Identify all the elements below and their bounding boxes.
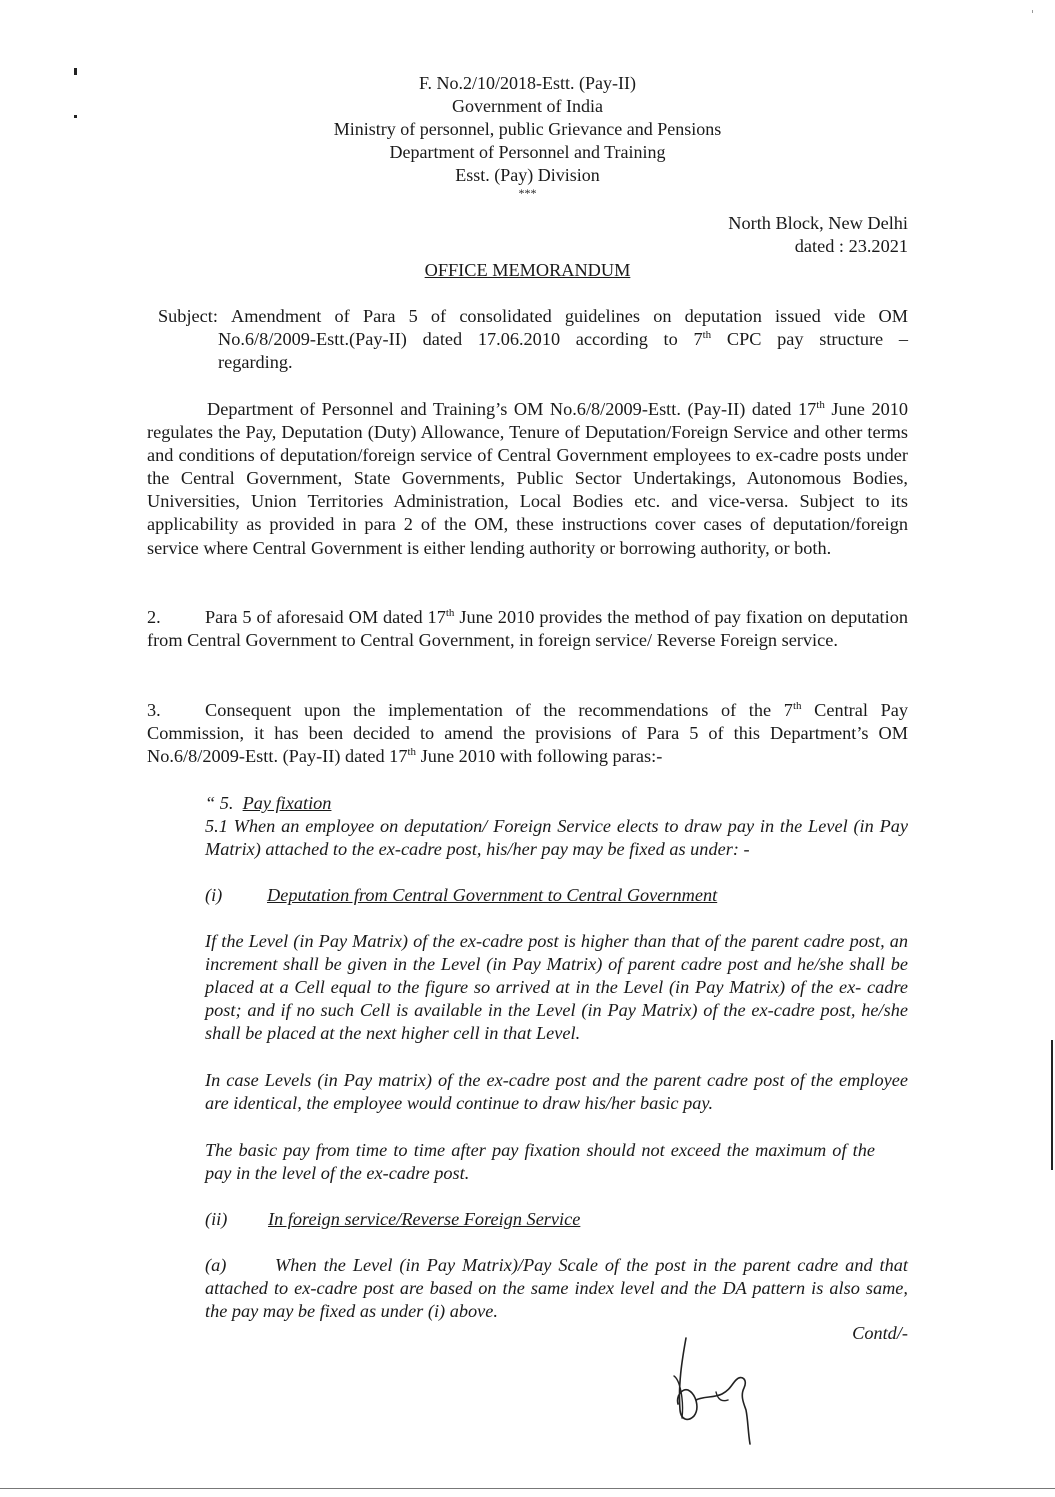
subject-line-2: No.6/8/2009-Estt.(Pay-II) dated 17.06.2010 according to 7th CPC pay structure –	[218, 328, 908, 349]
section-a-para: (a) When the Level (in Pay Matrix)/Pay Scale of the post in the parent cadre and that attached to ex-cadre post are based on the same index level and the DA pattern is also same, the pay may be fixed as under (i) above.	[205, 1255, 908, 1322]
division-name: Esst. (Pay) Division	[455, 165, 600, 185]
subject-label: Subject:	[158, 306, 218, 326]
section-ii-title: In foreign service/Reverse Foreign Service	[268, 1209, 581, 1229]
subject-line-1: Amendment of Para 5 of consolidated guidelines on deputation issued vide OM	[231, 306, 908, 326]
section-ii-number: (ii)	[205, 1209, 228, 1229]
scan-bottom-line	[0, 1488, 1055, 1489]
place: North Block, New Delhi	[728, 213, 908, 233]
continued-note: Contd/-	[852, 1323, 908, 1343]
file-number: F. No.2/10/2018-Estt. (Pay-II)	[418, 73, 637, 93]
header-stars: ***	[518, 186, 537, 200]
paragraph-3: 3. Consequent upon the implementation of the recommendations of the 7th Central Pay Commission, it has been decided to amend the provisions of Para 5 of this Department’s OM No.6/8/2009-Estt. (Pay-II) dated 17th June 2010 with following paras:-	[147, 699, 909, 767]
scan-edge-line	[1051, 1040, 1053, 1170]
section-i-para-3: The basic pay from time to time after pay fixation should not exceed the maximum of the pay in the level of the ex-cadre post.	[205, 1140, 875, 1184]
memo-title: OFFICE MEMORANDUM	[424, 260, 631, 280]
signature	[660, 1330, 770, 1450]
section-i-para-2: In case Levels (in Pay matrix) of the ex-cadre post and the parent cadre post of the employee are identical, the employee would continue to draw his/her basic pay.	[205, 1070, 908, 1114]
ministry-name: Ministry of personnel, public Grievance and Pensions	[333, 119, 722, 139]
govt-name: Government of India	[452, 96, 603, 116]
paragraph-1: Department of Personnel and Training’s OM No.6/8/2009-Estt. (Pay-II) dated 17th June 2010 regulates the Pay, Deputation (Duty) Allowance, Tenure of Deputation/Foreign Service and other terms and conditions of deputation/foreign service of Central Government employees to ex-cadre posts under the Central Government, State Governments, Public Sector Undertakings, Autonomous Bodies, Universities, Union Territories Administration, Local Bodies etc. and vice-versa. Subject to its applicability as provided in para 2 of the OM, these instructions cover cases of deputation/foreign service where Central Government is either lending authority or borrowing authority, or both.	[147, 398, 909, 558]
paragraph-2: 2. Para 5 of aforesaid OM dated 17th June 2010 provides the method of pay fixation on deputation from Central Government to Central Government, in foreign service/ Reverse Foreign service.	[147, 606, 908, 651]
department-name: Department of Personnel and Training	[389, 142, 666, 162]
section-i-number: (i)	[205, 885, 223, 905]
scan-dot-top-right	[1032, 10, 1033, 13]
section-i-para-1: If the Level (in Pay Matrix) of the ex-cadre post is higher than that of the parent cadre post, an increment shall be given in the Level (in Pay Matrix) of parent cadre post and he/she shall be placed at a Cell equal to the figure so arrived at in the Level (in Pay Matrix) of the ex- cadre post; and if no such Cell is available in the Level (in Pay Matrix) of the ex-cadre post, he/she shall be placed at the next higher cell in that Level.	[205, 931, 908, 1044]
section-i-title: Deputation from Central Government to Central Government	[267, 885, 718, 905]
para-5-1: 5.1 When an employee on deputation/ Foreign Service elects to draw pay in the Level (in Pay Matrix) attached to the ex-cadre post, his/her pay may be fixed as under: -	[205, 816, 908, 860]
pay-fixation-heading: “ 5. Pay fixation	[205, 793, 332, 813]
subject-line-3: regarding.	[218, 352, 293, 372]
memo-date: dated : 23.2021	[794, 236, 908, 256]
